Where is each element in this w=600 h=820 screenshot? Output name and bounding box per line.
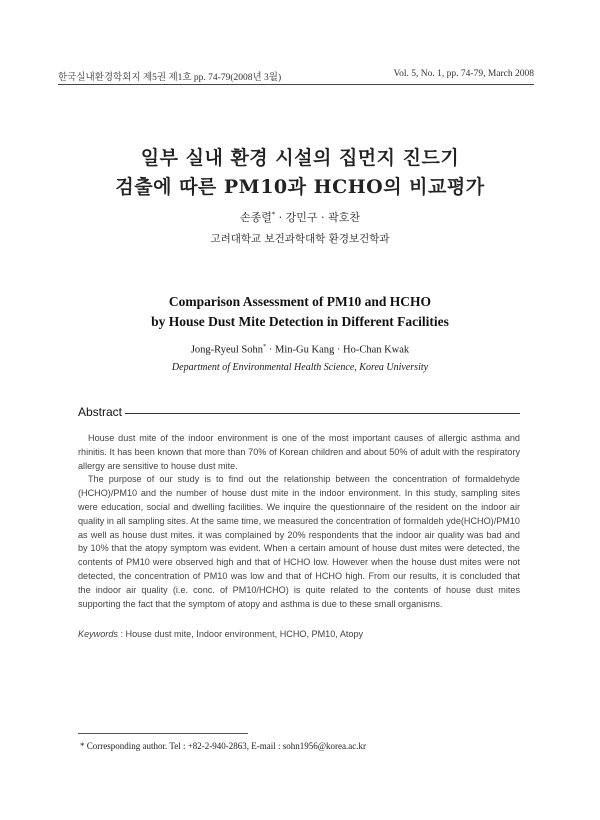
korean-author-2: 강민구	[285, 211, 318, 224]
english-author-1: Jong-Ryeul Sohn	[190, 344, 264, 356]
keywords-label: Keywords	[78, 629, 118, 639]
korean-title-line-2: 검출에 따른 PM10과 HCHO의 비교평가	[115, 176, 485, 198]
korean-title-line-1: 일부 실내 환경 시설의 집먼지 진드기	[140, 147, 460, 169]
abstract-heading	[78, 405, 520, 419]
keywords-separator: :	[117, 629, 126, 639]
abstract-rule	[125, 413, 520, 414]
corresponding-mark: *	[263, 343, 267, 350]
korean-affiliation: 고려대학교 보건과학대학 환경보건학과	[210, 233, 390, 245]
abstract-paragraph-1: House dust mite of the indoor environment is one of the most important causes of allergic asthma and rhinitis. It has been known that more than 70% of Korean children and about 50% of adult with the respiratory allergy are sensitive to house dust mite.	[78, 433, 520, 471]
keywords-value: House dust mite, Indoor environment, HCHO, PM10, Atopy	[125, 629, 364, 639]
author-separator: ·	[317, 211, 329, 224]
footnote-divider	[78, 733, 248, 734]
abstract-paragraph-2: The purpose of our study is to find out the relationship between the concentration of formaldehyde (HCHO)/PM10 and the number of house dust mite in the indoor environment. In this study, sampling sites were education, social and dwelling facilities. We inquire the questionnaire of the resident on the indoor air quality in all sampling sites. At the same time, we measured the concentration of formaldeh yde(HCHO)/PM10 as well as house dust mites. it was complained by 20% respondents that the indoor air quality was bad and by 10% that the atopy symptom was evident. When a certain amount of house dust mites were detected, the contents of PM10 were observed high and that of HCHO low. However when the house dust mites were not detected, the concentration of PM10 was low and that of HCHO high. From our results, it is concluded that the indoor air quality (i.e. conc. of PM10/HCHO) is quite related to the contents of house dust mites supporting the fact that the symptom of atopy and asthma is due to these small organisms.	[78, 474, 520, 609]
english-title-line-2: by House Dust Mite Detection in Different Facilities	[151, 314, 449, 329]
korean-author-1: 손종렬	[240, 211, 272, 224]
corresponding-author-footnote: * Corresponding author. Tel : +82-2-940-2863, E-mail : sohn1956@korea.ac.kr	[80, 741, 367, 751]
abstract-body	[78, 432, 520, 611]
journal-header-english: Vol. 5, No. 1, pp. 74-79, March 2008	[393, 69, 534, 79]
author-separator: ·	[334, 344, 343, 356]
keywords	[78, 629, 520, 639]
english-title-line-1: Comparison Assessment of PM10 and HCHO	[168, 294, 432, 309]
english-author-2: Min-Gu Kang	[275, 344, 335, 356]
english-author-3: Ho-Chan Kwak	[342, 344, 410, 356]
journal-header-korean: 한국실내환경학회지 제5권 제1호 pp. 74-79(2008년 3월)	[58, 73, 282, 83]
korean-authors	[0, 209, 600, 225]
header-divider	[58, 84, 534, 85]
abstract-label: Abstract	[78, 405, 123, 419]
corresponding-mark: *	[271, 210, 276, 219]
author-separator: ·	[275, 211, 286, 224]
author-separator: ·	[266, 344, 276, 356]
english-affiliation: Department of Environmental Health Science, Korea University	[171, 362, 429, 373]
english-authors	[0, 343, 600, 356]
korean-author-3: 곽호찬	[328, 211, 360, 224]
